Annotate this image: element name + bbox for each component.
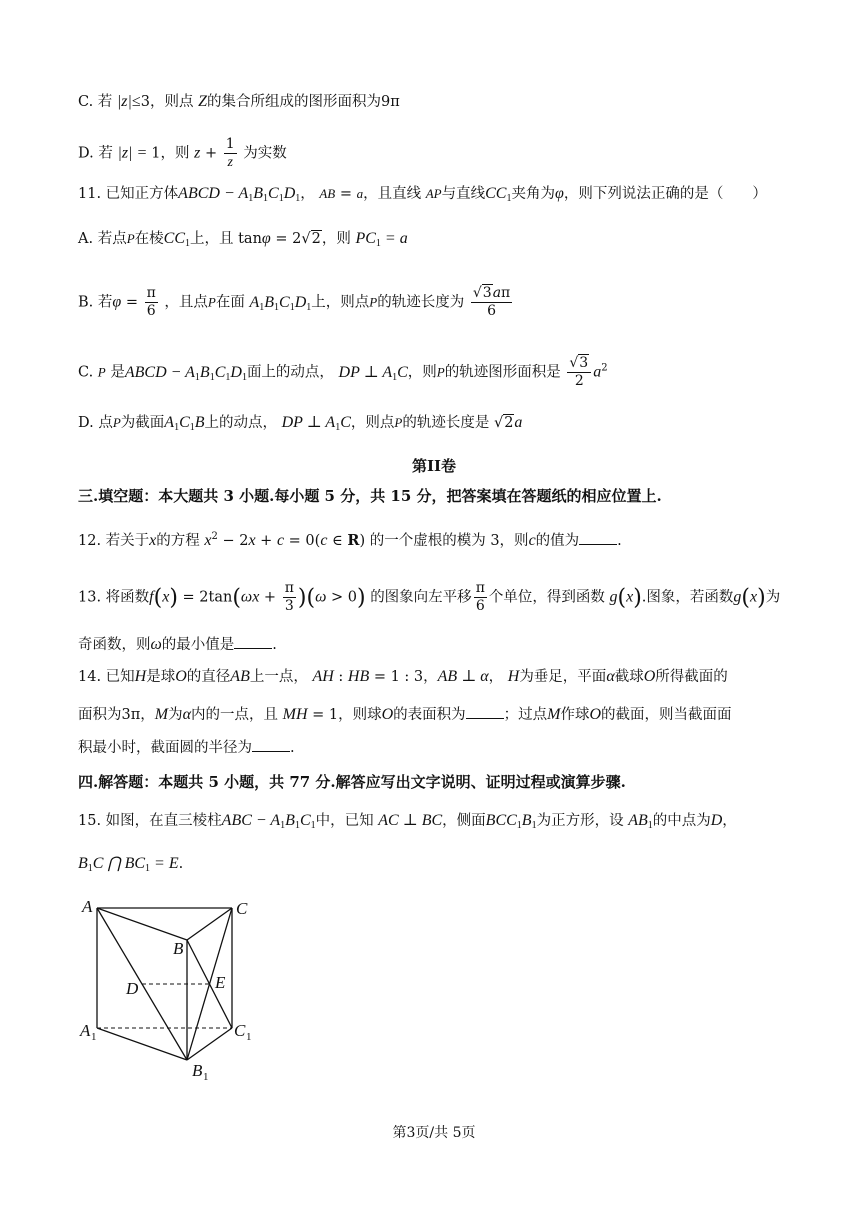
question-15-line-2: $B_1C$ ⋂ $BC_1 = E$. [78, 855, 184, 874]
question-11-option-b: B. 若φ = $\frac{\pi}{6}$ ，且点P在面 $A_1B_1C_1D_1$上，则点P的轨迹长度为 $\frac{√3a\pi}{6}$ [78, 285, 511, 319]
label-B1-sub: 1 [203, 1071, 209, 1083]
answer-blank-12 [579, 530, 617, 545]
question-11-stem: 11. 已知正方体ABCD − $A_1B_1C_1D_1$， AB = a，且直线 AP与直线$CC_1$夹角为φ，则下列说法正确的是（ ） [78, 185, 767, 204]
section-4-heading: 四.解答题：本题共 5 小题，共 77 分.解答应写出文字说明、证明过程或演算步骤. [78, 773, 626, 791]
question-13-line-1: 13. 将函数f(x) = 2tan(ωx + $\frac{\pi}{3}$ )(ω > 0) 的图象向左平移 $\frac{\pi}{6}$ 个单位，得到函数 g(x).图象，若函数g(x)为 [78, 580, 781, 614]
question-11-option-d: D. 点P为截面$A_1C_1B$上的动点， DP ⊥ $A_1C$，则点P的轨迹长度是 √2a [78, 414, 523, 433]
question-13-line-2: 奇函数，则ω的最小值是 . [78, 636, 277, 653]
answer-blank-13 [234, 634, 272, 649]
question-11-option-a: A. 若点P在棱$CC_1$上，且 tanφ = 2√2，则 $PC_1 = a$ [78, 230, 408, 249]
edge-BC [187, 908, 232, 940]
label-A1: A [80, 1021, 91, 1040]
label-A1-sub: 1 [91, 1031, 97, 1043]
answer-blank-14b [252, 737, 290, 752]
question-14-line-2: 面积为3π，M为α内的一点，且 MH = 1，则球O的表面积为 ；过点M作球O的截面，则当截面面 [78, 706, 732, 723]
section-3-heading: 三.填空题：本大题共 3 小题.每小题 5 分，共 15 分，把答案填在答题纸的相应位置上. [78, 487, 662, 505]
edge-AB [97, 908, 187, 940]
question-14-line-1: 14. 已知H是球O的直径AB上一点， AH : HB = 1 : 3，AB ⊥ α， H为垂足，平面α截球O所得截面的 [78, 668, 728, 685]
prism-diagram [70, 890, 270, 1090]
answer-blank-14a [466, 704, 504, 719]
label-C1-sub: 1 [246, 1031, 252, 1043]
question-15-line-1: 15. 如图，在直三棱柱ABC − $A_1B_1C_1$中，已知 AC ⊥ BC，侧面$BCC_1B_1$为正方形，设 $AB_1$的中点为D， [78, 812, 737, 831]
label-D: D [126, 979, 139, 998]
label-C: C [236, 899, 248, 918]
question-12: 12. 若关于x的方程 $x^2 - 2x + c = 0(c$ ∈ R) 的一个虚根的模为 3，则c的值为 . [78, 531, 622, 549]
question-11-option-c: C. P 是ABCD − $A_1B_1C_1D_1$面上的动点， DP ⊥ $A_1C$，则P的轨迹图形面积是 $\frac{√3}{2}$ $a^2$ [78, 355, 608, 389]
edge-A1B1 [97, 1028, 187, 1060]
label-C1: C [234, 1021, 246, 1040]
label-E: E [215, 973, 226, 992]
edge-B1C1 [187, 1028, 232, 1060]
section-2-title: 第II卷 [411, 457, 457, 475]
page-footer: 第3页/共 5页 [392, 1125, 476, 1141]
label-B: B [173, 939, 184, 958]
question-14-line-3: 积最小时，截面圆的半径为 . [78, 737, 295, 758]
label-B1: B [192, 1061, 203, 1080]
label-A: A [82, 897, 93, 916]
option-d-top: D. 若 |z| = 1，则 z + $\frac{1}{z}$ 为实数 [78, 136, 287, 170]
option-c-top: C. 若 |z|≤3，则点 Z的集合所组成的图形面积为9π [78, 93, 400, 110]
